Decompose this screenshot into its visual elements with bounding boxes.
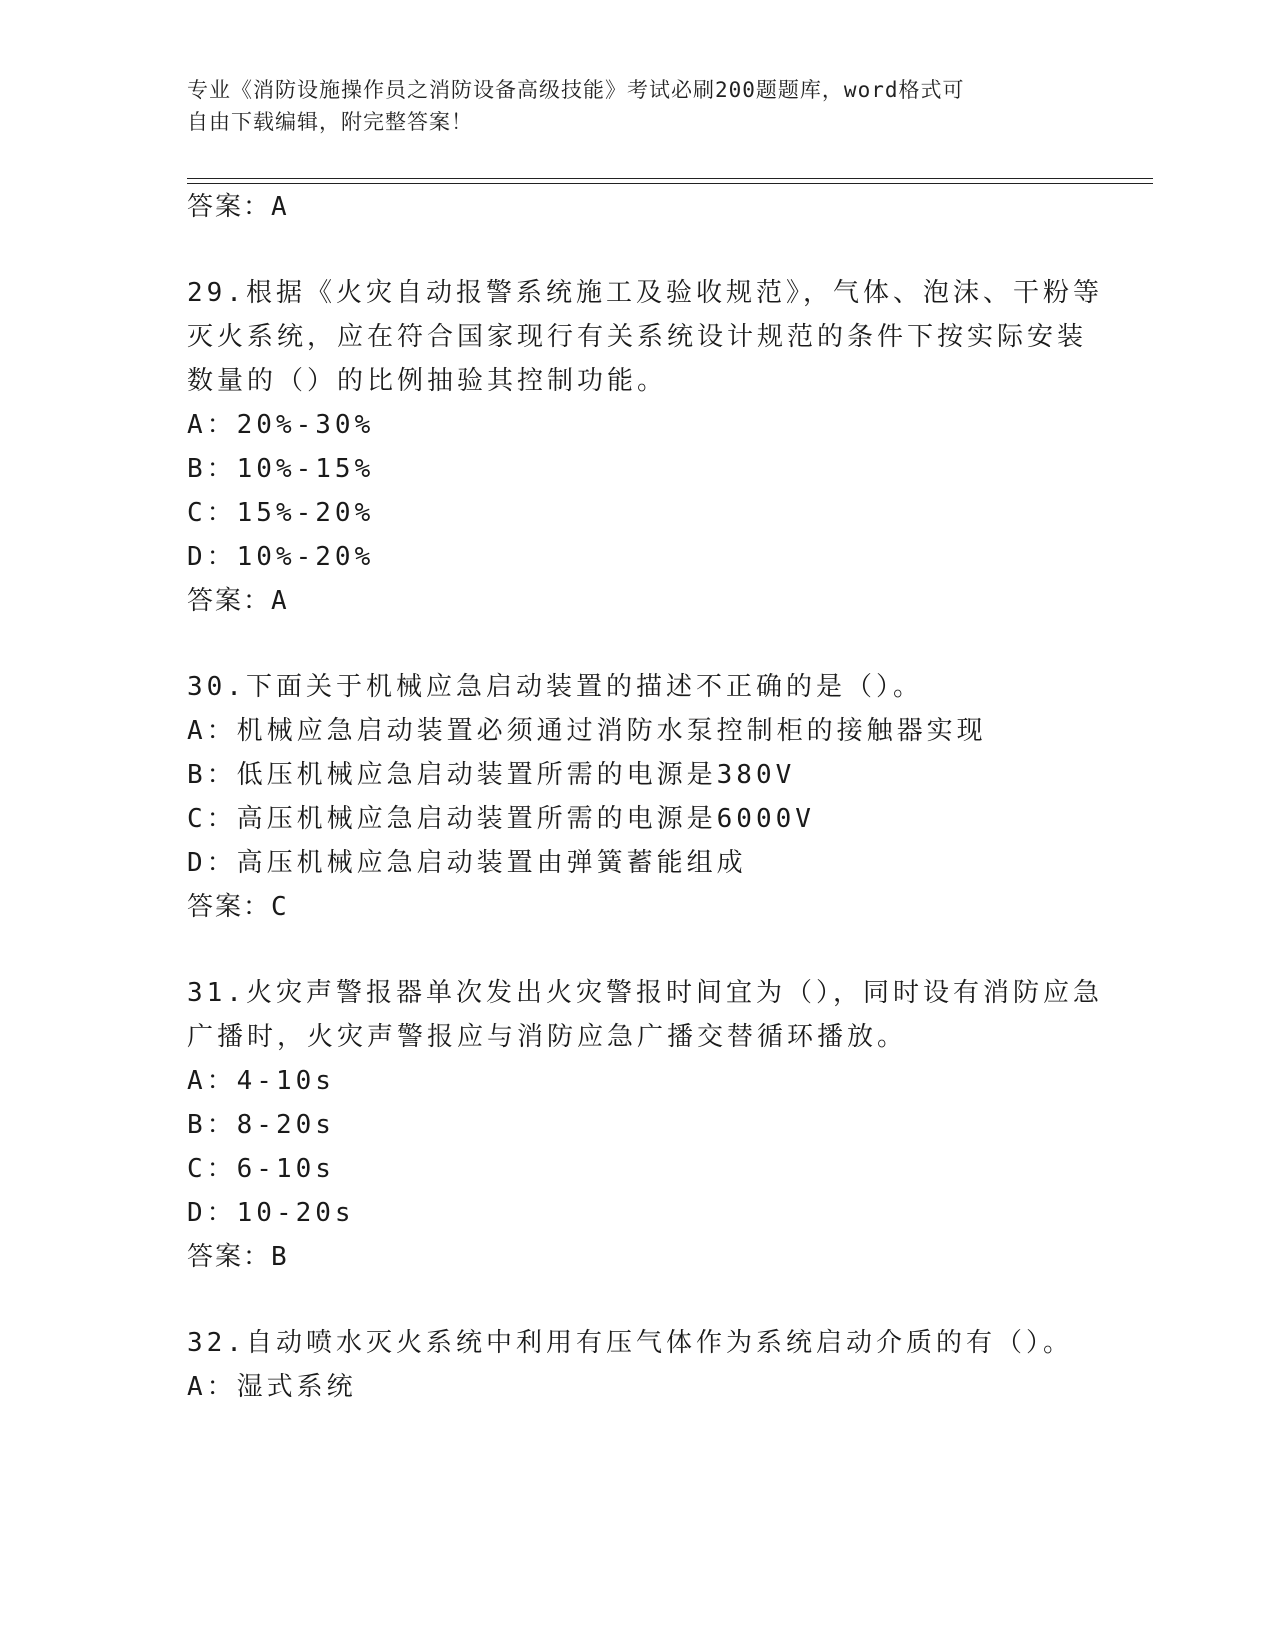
header-line-2: 自由下载编辑，附完整答案！	[187, 110, 473, 134]
option-a: A：机械应急启动装置必须通过消防水泵控制柜的接触器实现	[187, 716, 987, 746]
question-text: 31.火灾声警报器单次发出火灾警报时间宜为（），同时设有消防应急	[187, 978, 1103, 1008]
answer-line: 答案：C	[187, 892, 289, 922]
question-text: 29.根据《火灾自动报警系统施工及验收规范》，气体、泡沫、干粉等	[187, 278, 1103, 308]
option-b: B：低压机械应急启动装置所需的电源是380V	[187, 760, 796, 790]
option-d: D：10-20s	[187, 1198, 355, 1228]
option-b: B：10%-15%	[187, 454, 375, 484]
option-a: A：湿式系统	[187, 1372, 357, 1402]
question-text: 32.自动喷水灭火系统中利用有压气体作为系统启动介质的有（）。	[187, 1328, 1073, 1358]
option-a: A：20%-30%	[187, 410, 375, 440]
option-b: B：8-20s	[187, 1110, 335, 1140]
option-d: D：高压机械应急启动装置由弹簧蓄能组成	[187, 848, 747, 878]
page-header	[187, 74, 1067, 138]
answer-line: 答案：A	[187, 192, 289, 222]
answer-line: 答案：B	[187, 1242, 289, 1272]
answer-line: 答案：A	[187, 586, 289, 616]
header-divider-bottom	[187, 183, 1153, 184]
question-text: 数量的（）的比例抽验其控制功能。	[187, 366, 668, 396]
question-text: 广播时，火灾声警报应与消防应急广播交替循环播放。	[187, 1022, 908, 1052]
header-divider-top	[187, 178, 1153, 179]
option-c: C：15%-20%	[187, 498, 375, 528]
question-text: 30.下面关于机械应急启动装置的描述不正确的是（）。	[187, 672, 923, 702]
option-c: C：6-10s	[187, 1154, 335, 1184]
header-line-1: 专业《消防设施操作员之消防设备高级技能》考试必刷200题题库，word格式可	[187, 78, 965, 102]
question-text: 灭火系统，应在符合国家现行有关系统设计规范的条件下按实际安装	[187, 322, 1088, 352]
option-c: C：高压机械应急启动装置所需的电源是6000V	[187, 804, 815, 834]
option-d: D：10%-20%	[187, 542, 375, 572]
option-a: A：4-10s	[187, 1066, 335, 1096]
